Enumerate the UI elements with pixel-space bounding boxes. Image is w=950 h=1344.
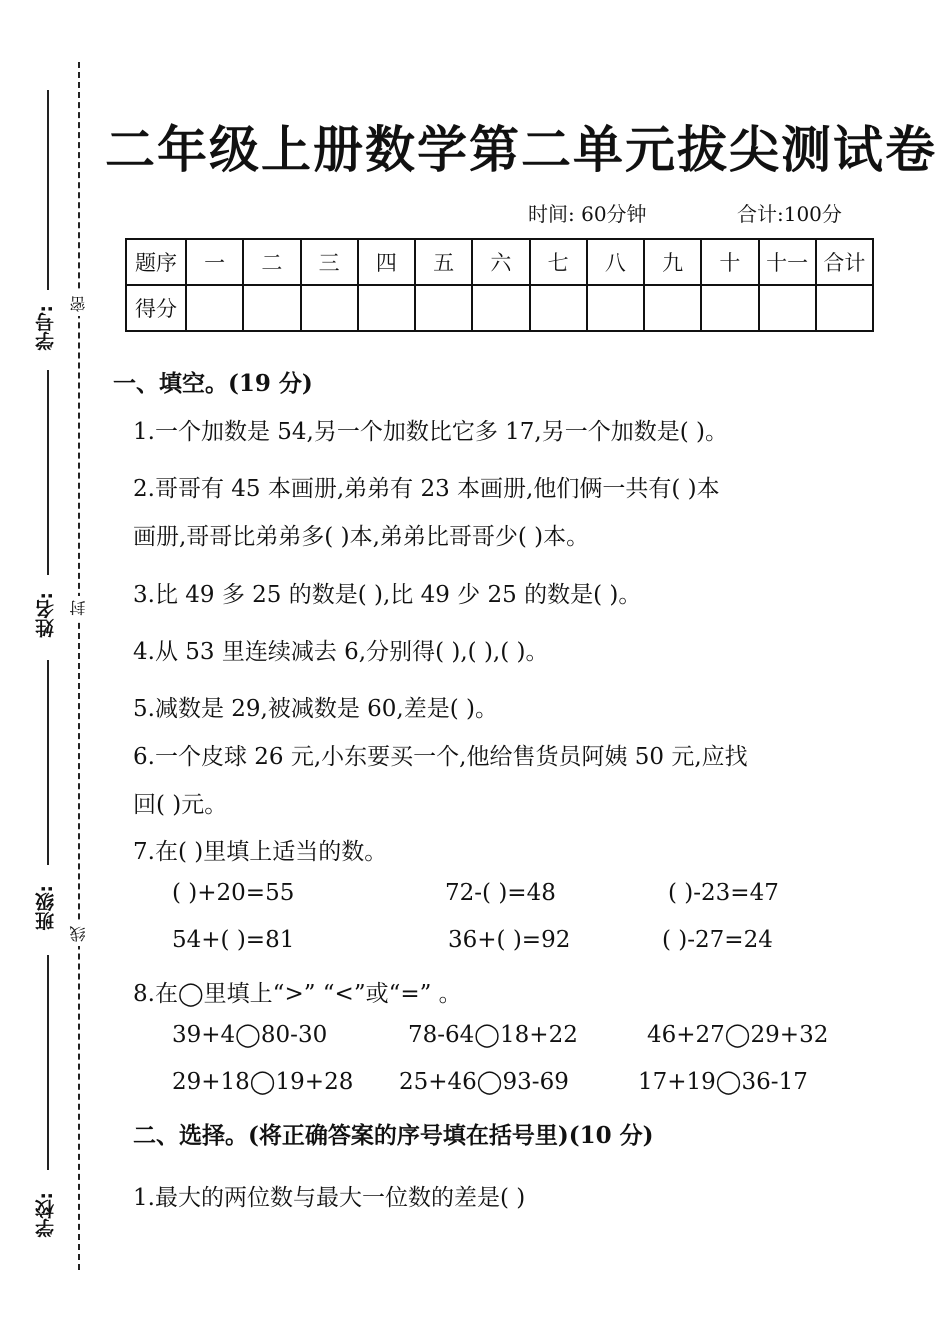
school-underline [47,955,49,1170]
score-cell [415,285,472,331]
q1-1: 1.一个加数是 54,另一个加数比它多 17,另一个加数是( )。 [133,419,728,445]
section2-heading: 二、选择。(将正确答案的序号填在括号里)(10 分) [133,1122,654,1149]
seal-mi: 密 [67,292,90,316]
score-header: 五 [415,239,472,285]
score-cell [301,285,358,331]
q1-5: 5.减数是 29,被减数是 60,差是( )。 [133,696,498,722]
score-cell [759,285,816,331]
q7-item: 72-( )=48 [445,880,556,906]
score-cell [358,285,415,331]
score-cell [186,285,243,331]
q2-1: 1.最大的两位数与最大一位数的差是( ) [133,1185,526,1211]
total-info: 合计:100分 [737,202,842,226]
score-header: 十一 [759,239,816,285]
q8-item: 25+46◯93-69 [399,1069,569,1095]
name-underline [47,370,49,575]
seal-xian: 线 [67,922,90,946]
seal-feng: 封 [67,596,90,620]
q7-item: ( )+20=55 [172,880,295,906]
q8-item: 46+27◯29+32 [647,1022,829,1048]
binding-dashed-line [78,62,80,1270]
student-id-label: 学号: [35,305,57,351]
score-cell [644,285,701,331]
score-table [125,238,874,332]
score-header: 一 [186,239,243,285]
score-cell [530,285,587,331]
q7-item: ( )-27=24 [662,927,773,953]
score-cell [587,285,644,331]
student-id-underline [47,90,49,290]
q1-4: 4.从 53 里连续减去 6,分别得( ),( ),( )。 [133,639,549,665]
score-header: 三 [301,239,358,285]
q7-item: ( )-23=47 [668,880,779,906]
school-label: 学校: [35,1192,57,1238]
score-header: 九 [644,239,701,285]
score-table-header-row [126,239,873,285]
score-cell [472,285,529,331]
q1-6-line2: 回( )元。 [133,792,228,818]
score-header: 十 [701,239,758,285]
name-label: 姓名: [35,592,57,638]
q7-item: 54+( )=81 [172,927,295,953]
score-header: 八 [587,239,644,285]
q1-8: 8.在◯里填上“>” “<”或“=” 。 [133,981,462,1007]
q1-7: 7.在( )里填上适当的数。 [133,839,388,865]
q1-6-line1: 6.一个皮球 26 元,小东要买一个,他给售货员阿姨 50 元,应找 [133,744,748,770]
q8-item: 39+4◯80-30 [172,1022,328,1048]
q8-item: 17+19◯36-17 [638,1069,808,1095]
time-info: 时间: 60分钟 [528,202,647,226]
class-underline [47,660,49,865]
q8-item: 29+18◯19+28 [172,1069,354,1095]
q7-item: 36+( )=92 [448,927,571,953]
score-header: 合计 [816,239,873,285]
score-header: 二 [243,239,300,285]
page-title: 二年级上册数学第二单元拔尖测试卷 [105,121,937,179]
score-table-label: 题序 [126,239,186,285]
section1-heading: 一、填空。(19 分) [113,370,313,397]
score-row-label: 得分 [126,285,186,331]
score-cell [816,285,873,331]
q1-3: 3.比 49 多 25 的数是( ),比 49 少 25 的数是( )。 [133,582,642,608]
score-table-score-row [126,285,873,331]
score-header: 六 [472,239,529,285]
score-header: 七 [530,239,587,285]
score-cell [701,285,758,331]
class-label: 班级: [35,885,57,931]
q8-item: 78-64◯18+22 [408,1022,578,1048]
score-header: 四 [358,239,415,285]
score-cell [243,285,300,331]
q1-2-line1: 2.哥哥有 45 本画册,弟弟有 23 本画册,他们俩一共有( )本 [133,476,720,502]
q1-2-line2: 画册,哥哥比弟弟多( )本,弟弟比哥哥少( )本。 [133,524,590,550]
